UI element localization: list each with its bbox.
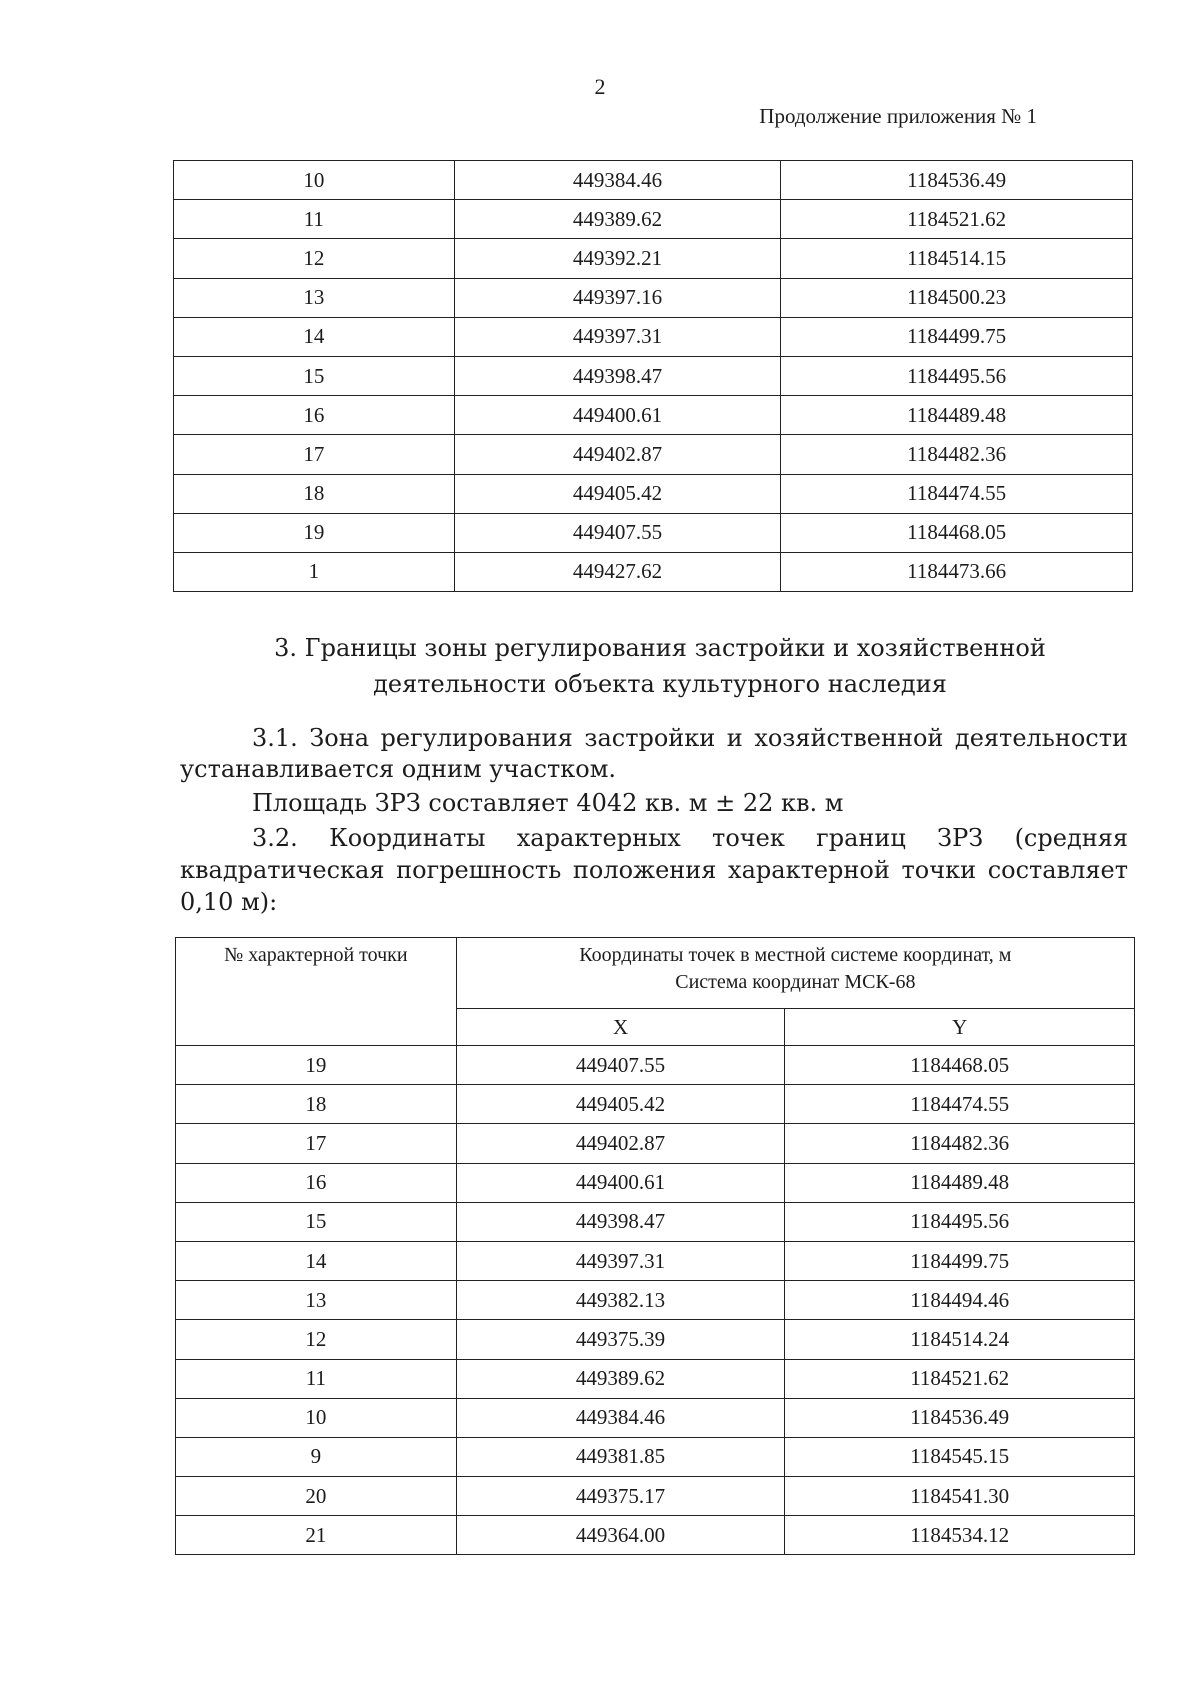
x-coordinate-cell: 449398.47 xyxy=(456,1202,785,1241)
y-coordinate-cell: 1184473.66 xyxy=(781,552,1133,591)
point-number-cell: 11 xyxy=(176,1359,457,1398)
zrz-coordinates-table xyxy=(175,937,1135,1555)
table-row xyxy=(176,1477,1135,1516)
header-coordinates-line-1: Координаты точек в местной системе координат, м xyxy=(579,944,1012,966)
point-number-cell: 14 xyxy=(176,1241,457,1280)
table-row xyxy=(176,1046,1135,1085)
y-coordinate-cell: 1184474.55 xyxy=(781,474,1133,513)
page-number: 2 xyxy=(594,74,606,99)
y-coordinate-cell: 1184521.62 xyxy=(785,1359,1135,1398)
y-coordinate-cell: 1184474.55 xyxy=(785,1085,1135,1124)
section-3-heading xyxy=(180,630,1140,702)
header-x: X xyxy=(456,1009,785,1046)
table-row xyxy=(176,1202,1135,1241)
point-number-cell: 19 xyxy=(176,1046,457,1085)
table-row xyxy=(174,435,1133,474)
point-number-cell: 17 xyxy=(174,435,455,474)
point-number-cell: 1 xyxy=(174,552,455,591)
point-number-cell: 18 xyxy=(174,474,455,513)
point-number-cell: 16 xyxy=(174,396,455,435)
point-number-cell: 12 xyxy=(174,239,455,278)
y-coordinate-cell: 1184545.15 xyxy=(785,1437,1135,1476)
y-coordinate-cell: 1184468.05 xyxy=(785,1046,1135,1085)
y-coordinate-cell: 1184482.36 xyxy=(785,1124,1135,1163)
x-coordinate-cell: 449384.46 xyxy=(456,1398,785,1437)
table-row xyxy=(176,1320,1135,1359)
table-row xyxy=(176,1359,1135,1398)
point-number-cell: 14 xyxy=(174,317,455,356)
point-number-cell: 15 xyxy=(174,356,455,395)
y-coordinate-cell: 1184468.05 xyxy=(781,513,1133,552)
y-coordinate-cell: 1184489.48 xyxy=(785,1163,1135,1202)
table-row xyxy=(174,200,1133,239)
point-number-cell: 9 xyxy=(176,1437,457,1476)
x-coordinate-cell: 449407.55 xyxy=(454,513,781,552)
point-number-cell: 15 xyxy=(176,1202,457,1241)
point-number-cell: 20 xyxy=(176,1477,457,1516)
table-row xyxy=(174,161,1133,200)
x-coordinate-cell: 449400.61 xyxy=(454,396,781,435)
point-number-cell: 18 xyxy=(176,1085,457,1124)
y-coordinate-cell: 1184494.46 xyxy=(785,1281,1135,1320)
point-number-cell: 17 xyxy=(176,1124,457,1163)
x-coordinate-cell: 449397.31 xyxy=(456,1241,785,1280)
paragraph-3-2-line-1 xyxy=(180,823,1128,854)
x-coordinate-cell: 449402.87 xyxy=(456,1124,785,1163)
point-number-cell: 12 xyxy=(176,1320,457,1359)
y-coordinate-cell: 1184495.56 xyxy=(785,1202,1135,1241)
section-3-heading-line-2: деятельности объекта культурного наследия xyxy=(373,670,947,698)
y-coordinate-cell: 1184482.36 xyxy=(781,435,1133,474)
table-row xyxy=(176,1516,1135,1555)
y-coordinate-cell: 1184514.24 xyxy=(785,1320,1135,1359)
paragraph-3-2-text-1: 3.2. Координаты характерных точек границ ЗРЗ (средняя xyxy=(252,824,1128,852)
paragraph-3-2-line-2: квадратическая погрешность положения характерной точки составляет xyxy=(180,856,1128,884)
x-coordinate-cell: 449407.55 xyxy=(456,1046,785,1085)
header-coordinates-line-2: Система координат МСК-68 xyxy=(675,971,916,993)
x-coordinate-cell: 449400.61 xyxy=(456,1163,785,1202)
table-row xyxy=(176,1398,1135,1437)
appendix-note: Продолжение приложения № 1 xyxy=(759,104,1037,128)
table-row xyxy=(176,1241,1135,1280)
point-number-cell: 10 xyxy=(176,1398,457,1437)
y-coordinate-cell: 1184499.75 xyxy=(785,1241,1135,1280)
point-number-cell: 16 xyxy=(176,1163,457,1202)
coordinates-table-continued xyxy=(173,160,1133,592)
x-coordinate-cell: 449389.62 xyxy=(456,1359,785,1398)
table-row xyxy=(174,317,1133,356)
paragraph-3-1-line-1 xyxy=(180,723,1128,754)
y-coordinate-cell: 1184521.62 xyxy=(781,200,1133,239)
x-coordinate-cell: 449405.42 xyxy=(454,474,781,513)
paragraph-area xyxy=(180,788,1128,819)
x-coordinate-cell: 449402.87 xyxy=(454,435,781,474)
y-coordinate-cell: 1184514.15 xyxy=(781,239,1133,278)
header-coordinates xyxy=(456,938,1134,1009)
y-coordinate-cell: 1184489.48 xyxy=(781,396,1133,435)
x-coordinate-cell: 449398.47 xyxy=(454,356,781,395)
x-coordinate-cell: 449364.00 xyxy=(456,1516,785,1555)
x-coordinate-cell: 449389.62 xyxy=(454,200,781,239)
table-row xyxy=(174,239,1133,278)
table-row xyxy=(176,1124,1135,1163)
table-row xyxy=(176,1085,1135,1124)
y-coordinate-cell: 1184495.56 xyxy=(781,356,1133,395)
paragraph-3-1-line-2: устанавливается одним участком. xyxy=(180,755,616,783)
point-number-cell: 19 xyxy=(174,513,455,552)
x-coordinate-cell: 449375.39 xyxy=(456,1320,785,1359)
x-coordinate-cell: 449375.17 xyxy=(456,1477,785,1516)
x-coordinate-cell: 449384.46 xyxy=(454,161,781,200)
table-row xyxy=(176,1163,1135,1202)
y-coordinate-cell: 1184534.12 xyxy=(785,1516,1135,1555)
table-row xyxy=(174,356,1133,395)
header-point-number: № характерной точки xyxy=(176,938,457,1046)
point-number-cell: 21 xyxy=(176,1516,457,1555)
point-number-cell: 11 xyxy=(174,200,455,239)
x-coordinate-cell: 449405.42 xyxy=(456,1085,785,1124)
table-row xyxy=(176,1281,1135,1320)
section-3-heading-line-1: 3. Границы зоны регулирования застройки и хозяйственной xyxy=(274,634,1046,662)
x-coordinate-cell: 449397.16 xyxy=(454,278,781,317)
header-y: Y xyxy=(785,1009,1135,1046)
point-number-cell: 10 xyxy=(174,161,455,200)
table-row xyxy=(174,278,1133,317)
x-coordinate-cell: 449392.21 xyxy=(454,239,781,278)
y-coordinate-cell: 1184541.30 xyxy=(785,1477,1135,1516)
x-coordinate-cell: 449397.31 xyxy=(454,317,781,356)
table-row xyxy=(176,1437,1135,1476)
paragraph-area-text: Площадь ЗРЗ составляет 4042 кв. м ± 22 кв. м xyxy=(252,789,844,817)
table-row xyxy=(174,513,1133,552)
y-coordinate-cell: 1184536.49 xyxy=(781,161,1133,200)
y-coordinate-cell: 1184499.75 xyxy=(781,317,1133,356)
table-row xyxy=(174,396,1133,435)
point-number-cell: 13 xyxy=(174,278,455,317)
table-row xyxy=(174,552,1133,591)
x-coordinate-cell: 449382.13 xyxy=(456,1281,785,1320)
paragraph-3-2-line-3: 0,10 м): xyxy=(180,888,278,916)
table-row xyxy=(174,474,1133,513)
x-coordinate-cell: 449381.85 xyxy=(456,1437,785,1476)
x-coordinate-cell: 449427.62 xyxy=(454,552,781,591)
point-number-cell: 13 xyxy=(176,1281,457,1320)
y-coordinate-cell: 1184536.49 xyxy=(785,1398,1135,1437)
paragraph-3-1-text-1: 3.1. Зона регулирования застройки и хозяйственной деятельности xyxy=(252,724,1128,752)
y-coordinate-cell: 1184500.23 xyxy=(781,278,1133,317)
